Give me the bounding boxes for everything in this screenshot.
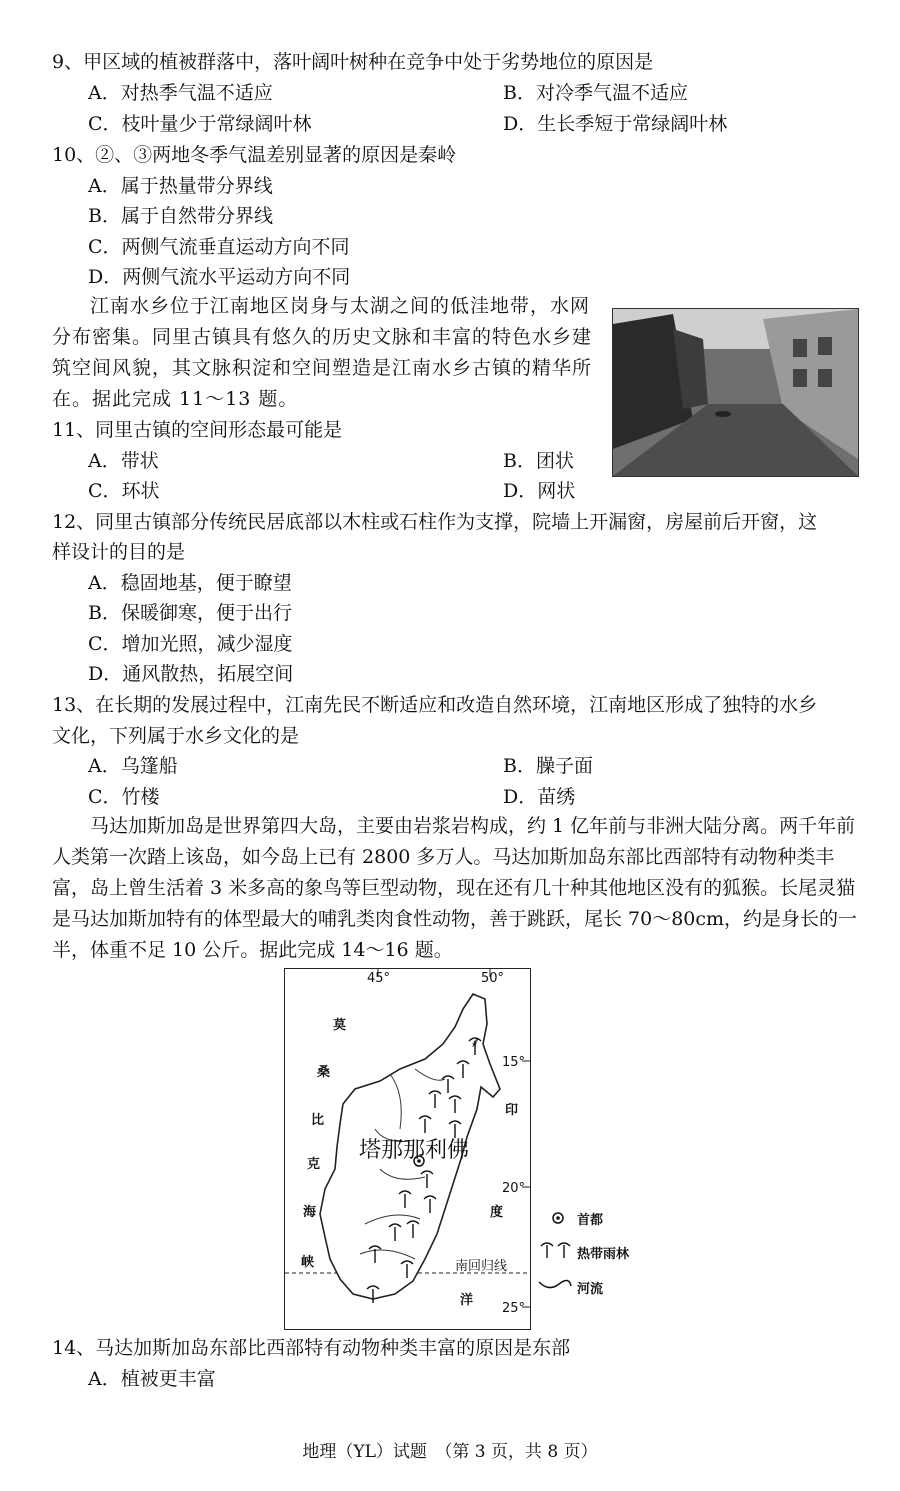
page-footer: 地理（YL）试题 （第 3 页，共 8 页） xyxy=(302,1442,598,1462)
q11-option-b[interactable]: B．团状 xyxy=(503,450,574,472)
q12-stem-line1: 12、同里古镇部分传统民居底部以木柱或石柱作为支撑，院墙上开漏窗，房屋前后开窗，这 xyxy=(52,511,818,533)
lat-25-label: 25° xyxy=(502,1301,526,1316)
q13-stem-line2: 文化，下列属于水乡文化的是 xyxy=(52,725,300,747)
q10-option-a[interactable]: A．属于热量带分界线 xyxy=(88,175,273,197)
q12-option-b[interactable]: B．保暖御寒，便于出行 xyxy=(88,602,292,624)
lon-50-label: 50° xyxy=(481,971,505,986)
q14-option-a[interactable]: A．植被更丰富 xyxy=(88,1368,216,1390)
lat-15-label: 15° xyxy=(502,1055,526,1070)
q9-option-d[interactable]: D．生长季短于常绿阔叶林 xyxy=(503,113,728,135)
lon-45-label: 45° xyxy=(367,971,391,986)
lat-20-label: 20° xyxy=(502,1181,526,1196)
q13-stem-line1: 13、在长期的发展过程中，江南先民不断适应和改造自然环境，江南地区形成了独特的水乡 xyxy=(52,694,818,716)
q10-option-b[interactable]: B．属于自然带分界线 xyxy=(88,205,273,227)
q9-option-c[interactable]: C．枝叶量少于常绿阔叶林 xyxy=(88,113,312,135)
river-legend-icon xyxy=(537,1276,573,1292)
legend-capital-label: 首都 xyxy=(577,1213,604,1228)
q13-option-d[interactable]: D．苗绣 xyxy=(503,786,576,808)
q11-option-a[interactable]: A．带状 xyxy=(88,450,159,472)
q10-option-c[interactable]: C．两侧气流垂直运动方向不同 xyxy=(88,236,350,258)
q12-stem-line2: 样设计的目的是 xyxy=(52,541,186,563)
mozambique-channel-char-4: 克 xyxy=(307,1157,321,1172)
q9-stem: 9、甲区域的植被群落中，落叶阔叶树种在竞争中处于劣势地位的原因是 xyxy=(52,51,654,73)
indian-ocean-char-3: 洋 xyxy=(460,1293,474,1308)
capital-label: 塔那那利佛 xyxy=(359,1138,470,1163)
q12-option-d[interactable]: D．通风散热，拓展空间 xyxy=(88,663,294,685)
q10-stem: 10、②、③两地冬季气温差别显著的原因是秦岭 xyxy=(52,144,457,166)
passage-jiangnan: 江南水乡位于江南地区岗身与太湖之间的低洼地带，水网分布密集。同里古镇具有悠久的历史文脉和丰富的特色水乡建筑空间风貌，其文脉积淀和空间塑造是江南水乡古镇的精华所在。据此完成 11～13 题。 xyxy=(52,295,593,410)
svg-text:⸙: ⸙ xyxy=(470,1035,481,1051)
legend-river-label: 河流 xyxy=(577,1282,604,1297)
q11-stem: 11、同里古镇的空间形态最可能是 xyxy=(52,419,343,441)
water-town-photo xyxy=(612,308,859,477)
q11-option-d[interactable]: D．网状 xyxy=(503,480,576,502)
legend-rainforest-label: 热带雨林 xyxy=(577,1247,630,1262)
madagascar-map xyxy=(284,968,531,1330)
mozambique-channel-char-6: 峡 xyxy=(301,1255,315,1270)
q9-option-a[interactable]: A．对热季气温不适应 xyxy=(88,82,273,104)
q12-option-c[interactable]: C．增加光照，减少湿度 xyxy=(88,633,293,655)
indian-ocean-char-1: 印 xyxy=(505,1103,519,1118)
capital-legend-icon xyxy=(548,1208,568,1228)
q13-option-b[interactable]: B．臊子面 xyxy=(503,755,593,777)
mozambique-channel-char-5: 海 xyxy=(303,1205,317,1220)
rainforest-legend-icon xyxy=(538,1240,574,1260)
q12-option-a[interactable]: A．稳固地基，便于瞭望 xyxy=(88,572,292,594)
mozambique-channel-char-2: 桑 xyxy=(317,1065,331,1080)
q11-option-c[interactable]: C．环状 xyxy=(88,480,160,502)
mozambique-channel-char-1: 莫 xyxy=(333,1018,347,1033)
q13-option-c[interactable]: C．竹楼 xyxy=(88,786,160,808)
mozambique-channel-char-3: 比 xyxy=(311,1113,325,1128)
tropic-label: 南回归线 xyxy=(455,1259,508,1274)
q9-option-b[interactable]: B．对冷季气温不适应 xyxy=(503,82,688,104)
q14-stem: 14、马达加斯加岛东部比西部特有动物种类丰富的原因是东部 xyxy=(52,1337,571,1359)
indian-ocean-char-2: 度 xyxy=(490,1205,504,1220)
q13-option-a[interactable]: A．乌篷船 xyxy=(88,755,178,777)
passage-madagascar: 马达加斯加岛是世界第四大岛，主要由岩浆岩构成，约 1 亿年前与非洲大陆分离。两千年前人类第一次踏上该岛，如今岛上已有 2800 多万人。马达加斯加岛东部比西部特有动物种类丰富，岛上曾生活着 3 米多高的象鸟等巨型动物，现在还有几十种其他地区没有的狐猴。长尾灵猫是马达加斯加特有的体型最大的哺乳类肉食性动物，善于跳跃，尾长 70～80cm，约是身长的一半，体重不足 10 公斤。据此完成 14～16 题。 xyxy=(52,815,858,961)
q10-option-d[interactable]: D．两侧气流水平运动方向不同 xyxy=(88,266,351,288)
